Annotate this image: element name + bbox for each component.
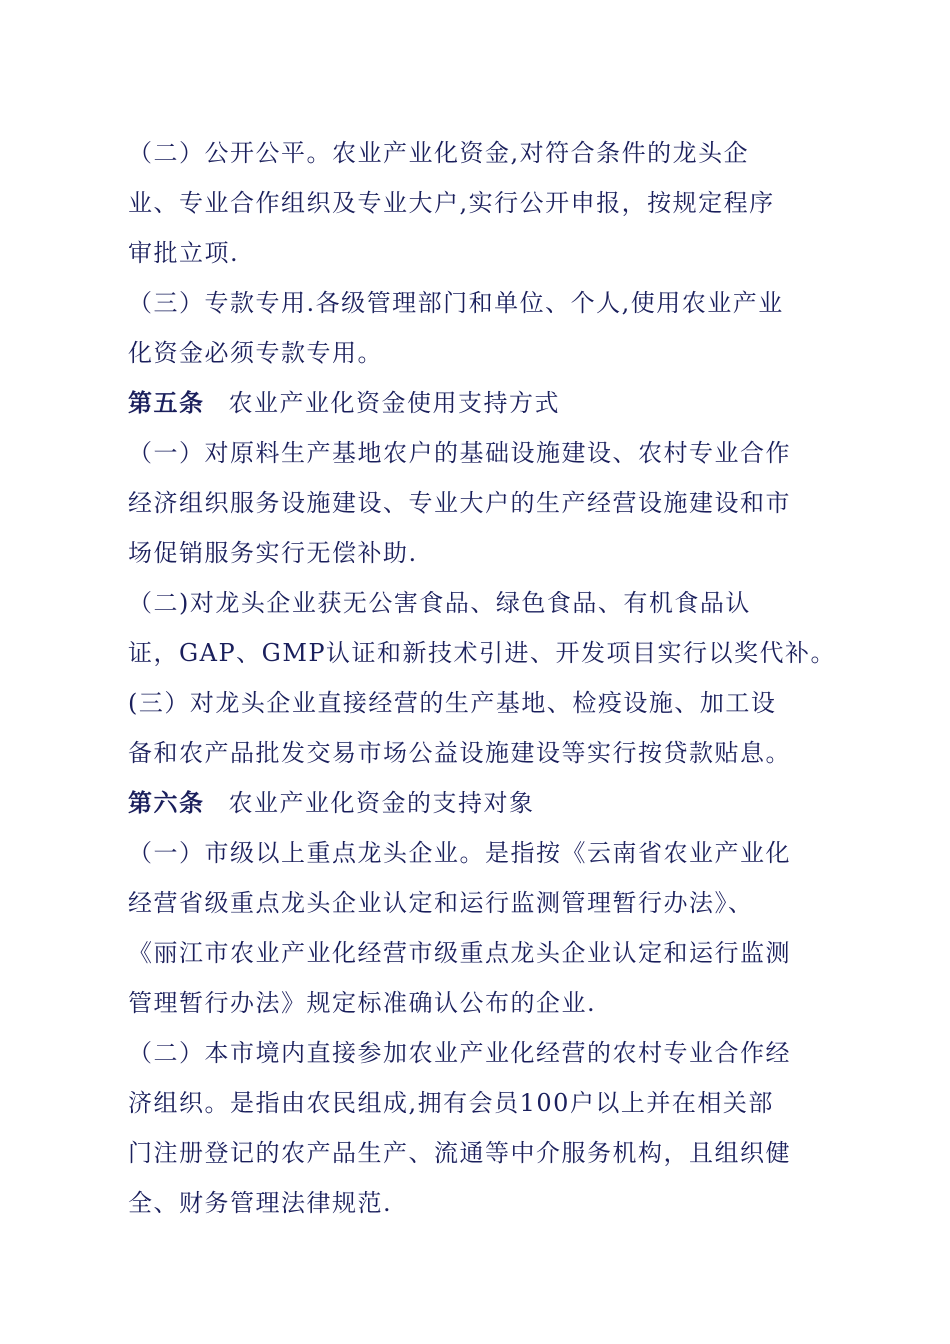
text-line: （三）专款专用.各级管理部门和单位、个人,使用农业产业 <box>128 289 784 317</box>
text-line: 全、财务管理法律规范. <box>128 1189 393 1217</box>
article-5-label: 第五条 <box>128 388 205 417</box>
text-line: 场促销服务实行无偿补助. <box>128 539 418 567</box>
text-line: （二）公开公平。农业产业化资金,对符合条件的龙头企 <box>128 139 750 167</box>
article-6-heading <box>128 778 808 828</box>
text-line: (三）对龙头企业直接经营的生产基地、检疫设施、加工设 <box>128 689 777 717</box>
text-line: 济组织。是指由农民组成,拥有会员100户以上并在相关部 <box>128 1089 774 1117</box>
text-line: 经营省级重点龙头企业认定和运行监测管理暂行办法》、 <box>128 889 754 917</box>
text-line: （一）对原料生产基地农户的基础设施建设、农村专业合作 <box>128 439 791 467</box>
text-line: （一）市级以上重点龙头企业。是指按《云南省农业产业化 <box>128 839 791 867</box>
text-line: 《丽江市农业产业化经营市级重点龙头企业认定和运行监测 <box>128 939 791 967</box>
text-line: 管理暂行办法》规定标准确认公布的企业. <box>128 989 597 1017</box>
document-body <box>128 128 837 1228</box>
text-line: （二）本市境内直接参加农业产业化经营的农村专业合作经 <box>128 1039 791 1067</box>
article-5-heading <box>128 378 808 428</box>
text-line: 门注册登记的农产品生产、流通等中介服务机构，且组织健 <box>128 1139 791 1167</box>
text-line: 审批立项. <box>128 239 240 267</box>
text-line: 化资金必须专款专用。 <box>128 339 383 367</box>
text-line: 业、专业合作组织及专业大户,实行公开申报，按规定程序 <box>128 189 775 217</box>
article-6-title: 农业产业化资金的支持对象 <box>228 789 535 817</box>
text-line: 经济组织服务设施建设、专业大户的生产经营设施建设和市 <box>128 489 791 517</box>
article-5-title: 农业产业化资金使用支持方式 <box>228 389 560 417</box>
text-line: 证，GAP、GMP认证和新技术引进、开发项目实行以奖代补。 <box>128 639 837 667</box>
text-line: 备和农产品批发交易市场公益设施建设等实行按贷款贴息。 <box>128 739 791 767</box>
text-line: （二)对龙头企业获无公害食品、绿色食品、有机食品认 <box>128 589 751 617</box>
article-6-label: 第六条 <box>128 788 205 817</box>
